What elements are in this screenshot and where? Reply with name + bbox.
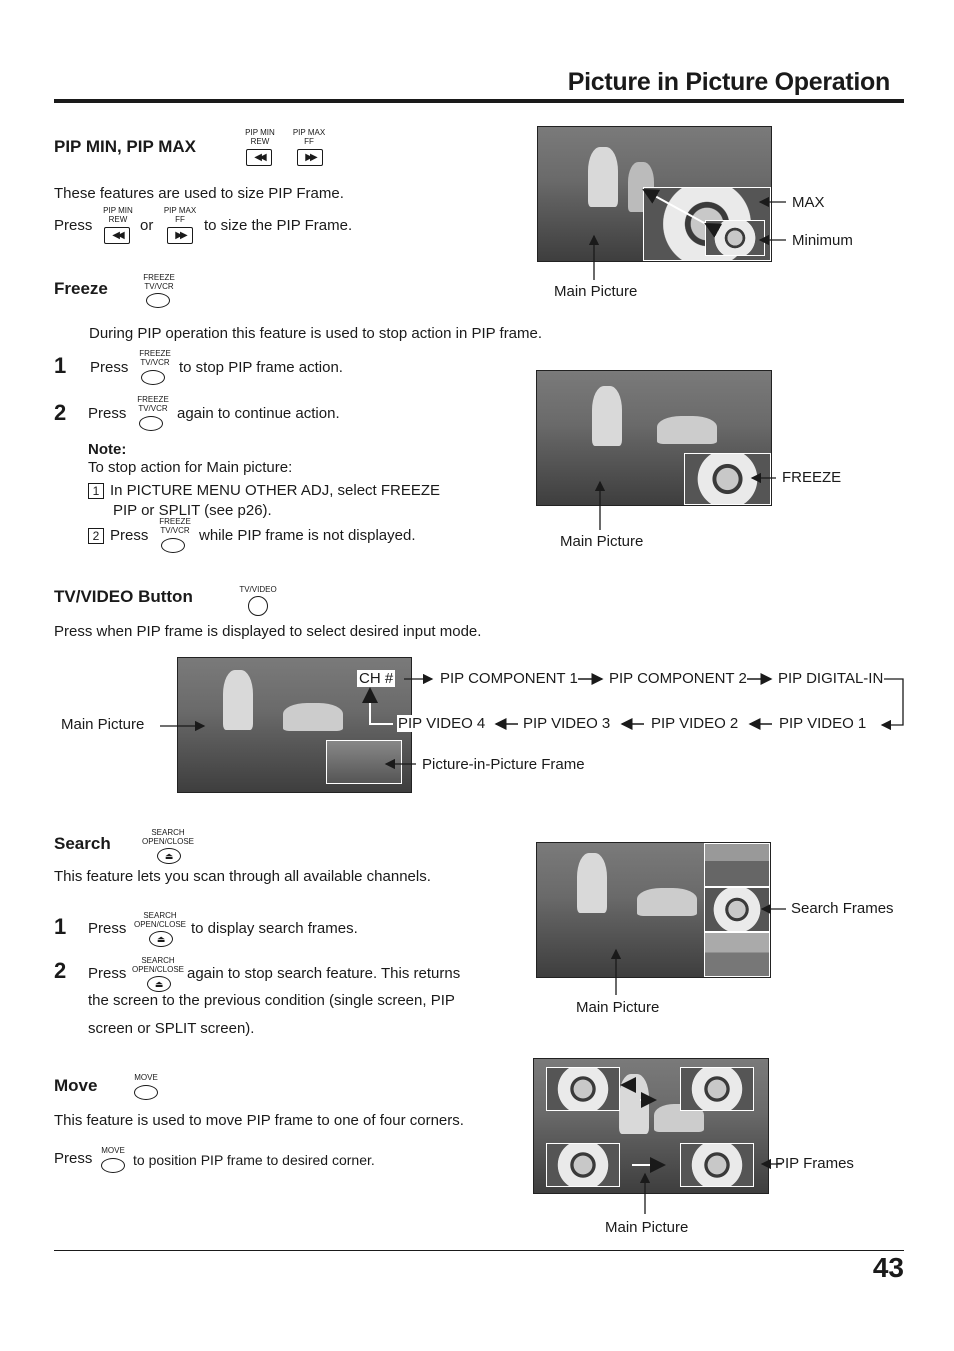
- search-desc: This feature lets you scan through all available channels.: [54, 868, 431, 885]
- pip-digital-in-label: PIP DIGITAL-IN: [778, 670, 884, 687]
- main-picture-label: Main Picture: [560, 533, 644, 550]
- pip-video-3-label: PIP VIDEO 3: [523, 715, 611, 732]
- freeze-heading: Freeze: [54, 279, 108, 298]
- pip-video-1-label: PIP VIDEO 1: [779, 715, 867, 732]
- move-heading: Move: [54, 1076, 98, 1095]
- eject-button-icon: ⏏: [147, 976, 171, 992]
- pip-max-btn-label: PIP MAX FF: [163, 206, 197, 224]
- note-item-1: 1 In PICTURE MENU OTHER ADJ, select FREEZE: [88, 481, 440, 501]
- search-btn-label: SEARCH OPEN/CLOSE: [141, 828, 194, 846]
- ff-button-icon: ▶▶: [167, 227, 193, 244]
- pip-size-heading: PIP MIN, PIP MAX: [54, 137, 197, 156]
- pip-component-1-label: PIP COMPONENT 1: [440, 670, 578, 687]
- note-item-2-text: while PIP frame is not displayed.: [199, 527, 416, 544]
- main-picture-label: Main Picture: [576, 999, 660, 1016]
- or-text: or: [140, 217, 154, 234]
- search-btn-label: SEARCH OPEN/CLOSE: [133, 911, 186, 929]
- main-picture-label: Main Picture: [61, 716, 145, 733]
- move-btn-label: MOVE: [101, 1146, 125, 1155]
- minimum-label: Minimum: [792, 232, 853, 249]
- eject-button-icon: ⏏: [149, 931, 173, 947]
- press-text: Press: [88, 965, 127, 982]
- page-title: Picture in Picture Operation: [567, 68, 890, 96]
- freeze-step2-text: again to continue action.: [177, 405, 340, 422]
- freeze-btn-label: FREEZE TV/VCR: [143, 273, 175, 291]
- press-text: Press: [90, 359, 129, 376]
- step-number: 1: [54, 914, 67, 939]
- search-step1-text: to display search frames.: [191, 920, 358, 937]
- pip-frames-label: PIP Frames: [775, 1155, 854, 1172]
- freeze-btn-label: FREEZE TV/VCR: [159, 517, 191, 535]
- freeze-step1-text: to stop PIP frame action.: [179, 359, 343, 376]
- ch-label: CH #: [359, 670, 394, 687]
- pip-video-4-label: PIP VIDEO 4: [398, 715, 486, 732]
- search-step2-text-b: the screen to the previous condition (single screen, PIP: [88, 992, 455, 1009]
- pip-min-btn-label: PIP MIN REW: [245, 128, 275, 146]
- tvvideo-desc: Press when PIP frame is displayed to select desired input mode.: [54, 623, 482, 640]
- note-item-2: 2 Press: [88, 526, 148, 546]
- pip-component-2-label: PIP COMPONENT 2: [609, 670, 747, 687]
- move-desc: This feature is used to move PIP frame to one of four corners.: [54, 1112, 464, 1129]
- move-btn-label: MOVE: [134, 1073, 158, 1082]
- main-picture-label: Main Picture: [605, 1219, 689, 1236]
- search-step2-text: again to stop search feature. This returns: [187, 965, 461, 982]
- eject-button-icon: ⏏: [157, 848, 181, 864]
- pip-size-suffix: to size the PIP Frame.: [204, 217, 353, 234]
- rew-button-icon: ◀◀: [104, 227, 130, 244]
- pip-frame-label: Picture-in-Picture Frame: [422, 756, 585, 773]
- press-text: Press: [54, 217, 93, 234]
- search-frames-label: Search Frames: [791, 900, 894, 917]
- step-number: 1: [54, 353, 67, 378]
- pip-max-btn-label: PIP MAX FF: [292, 128, 326, 146]
- step-number: 2: [54, 400, 67, 425]
- pip-size-desc: These features are used to size PIP Frame.: [54, 185, 344, 202]
- search-btn-label: SEARCH OPEN/CLOSE: [131, 956, 184, 974]
- note-title: Note:: [88, 441, 127, 458]
- max-label: MAX: [792, 194, 825, 211]
- page-number: 43: [872, 1252, 904, 1283]
- rew-button-icon: ◀◀: [246, 149, 272, 166]
- press-text: Press: [54, 1150, 93, 1167]
- step-number: 2: [54, 958, 67, 983]
- note-line: To stop action for Main picture:: [88, 459, 293, 476]
- search-heading: Search: [54, 834, 111, 853]
- search-step2-text-c: screen or SPLIT screen).: [88, 1020, 255, 1037]
- press-text: Press: [88, 405, 127, 422]
- freeze-label: FREEZE: [782, 469, 842, 486]
- footer-rule: [54, 1250, 904, 1251]
- tvvideo-btn-label: TV/VIDEO: [239, 585, 277, 594]
- tvvideo-heading: TV/VIDEO Button: [54, 587, 193, 606]
- ff-button-icon: ▶▶: [297, 149, 323, 166]
- main-picture-label: Main Picture: [554, 283, 638, 300]
- pip-video-2-label: PIP VIDEO 2: [651, 715, 739, 732]
- move-suffix: to position PIP frame to desired corner.: [133, 1152, 375, 1168]
- note-item-1-cont: PIP or SPLIT (see p26).: [113, 502, 272, 519]
- freeze-btn-label: FREEZE TV/VCR: [139, 349, 171, 367]
- press-text: Press: [88, 920, 127, 937]
- freeze-btn-label: FREEZE TV/VCR: [137, 395, 169, 413]
- freeze-desc: During PIP operation this feature is used to stop action in PIP frame.: [89, 325, 543, 342]
- pip-min-btn-label: PIP MIN REW: [103, 206, 133, 224]
